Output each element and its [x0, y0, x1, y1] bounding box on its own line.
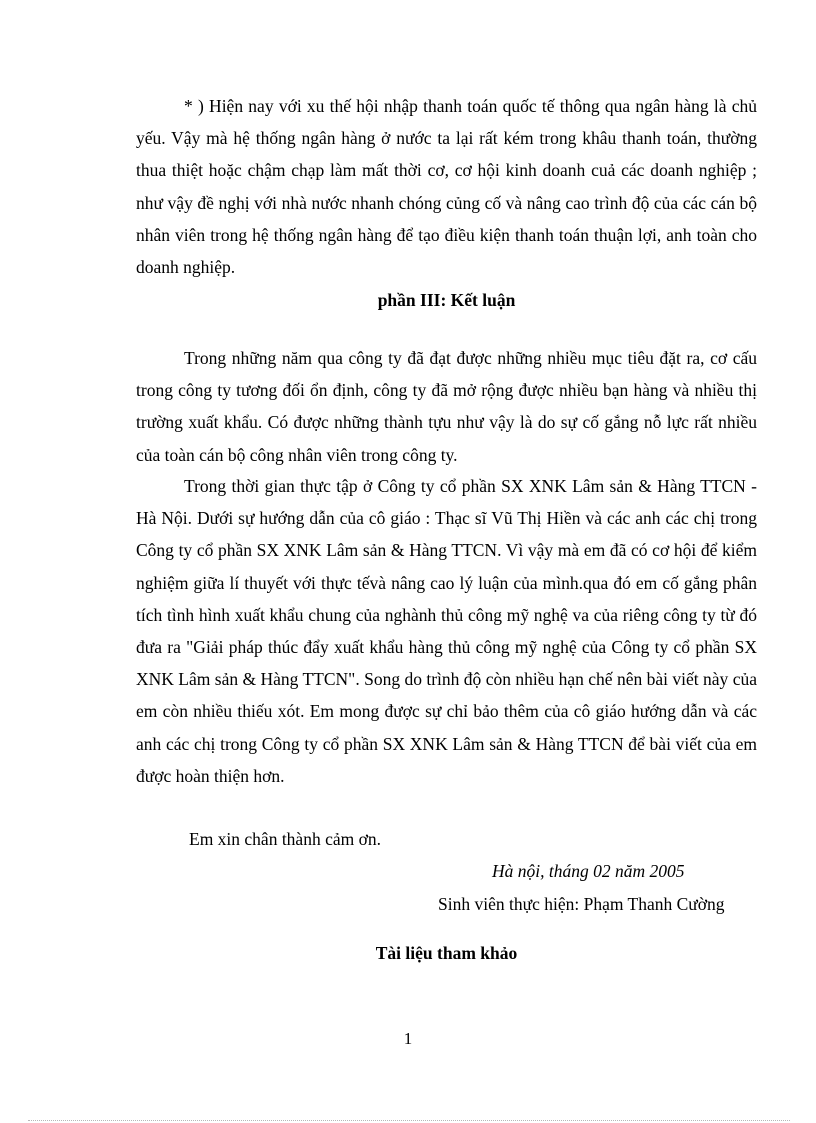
page-number: 1 — [403, 1029, 413, 1048]
paragraph-banking-recommendation: * ) Hiện nay với xu thế hội nhập thanh toán quốc tế thông qua ngân hàng là chủ yếu. Vậy mà hệ thống ngân hàng ở nước ta lại rất kém trong khâu thanh toán, thường thua thiệt hoặc chậm chạp làm mất thời cơ, cơ hội kinh doanh cuả các doanh nghiệp ; như vậy đề nghị với nhà nước nhanh chóng củng cố và nâng cao trình độ của các cán bộ nhân viên trong hệ thống ngân hàng để tạo điều kiện thanh toán thuận lợi, anh toàn cho doanh nghiệp. — [136, 96, 757, 278]
place-date: Hà nội, tháng 02 năm 2005 — [492, 861, 685, 881]
section-heading-conclusion: phần III: Kết luận — [377, 290, 516, 310]
paragraph-internship-summary: Trong thời gian thực tập ở Công ty cổ phần SX XNK Lâm sản & Hàng TTCN - Hà Nội. Dưới sự hướng dẫn của cô giáo : Thạc sĩ Vũ Thị Hiền và các anh các chị trong Công ty cổ phần SX XNK Lâm sản & Hàng TTCN. Vì vậy mà em đã có cơ hội để kiểm nghiệm giữa lí thuyết với thực tếvà nâng cao lý luận của mình.qua đó em cố gắng phân tích tình hình xuất khẩu chung của nghành thủ công mỹ nghệ va của riêng công ty từ đó đưa ra "Giải pháp thúc đẩy xuất khẩu hàng thủ công mỹ nghệ của Công ty cổ phần SX XNK Lâm sản & Hàng TTCN". Song do trình độ còn nhiều hạn chế nên bài viết này của em còn nhiều thiếu xót. Em mong được sự chỉ bảo thêm của cô giáo hướng dẫn và các anh các chị trong Công ty cổ phần SX XNK Lâm sản & Hàng TTCN để bài viết của em được hoàn thiện hơn. — [136, 476, 757, 786]
paragraph-company-achievements: Trong những năm qua công ty đã đạt được những nhiều mục tiêu đặt ra, cơ cấu trong công ty tương đối ổn định, công ty đã mở rộng được nhiều bạn hàng và nhiều thị trường xuất khẩu. Có được những thành tựu như vậy là do sự cố gắng nỗ lực rất nhiều của toàn cán bộ công nhân viên trong công ty. — [136, 348, 757, 465]
page-bottom-rule — [28, 1120, 790, 1121]
references-heading: Tài liệu tham khảo — [375, 943, 518, 963]
signature-line: Sinh viên thực hiện: Phạm Thanh Cường — [438, 894, 725, 914]
thanks-line: Em xin chân thành cảm ơn. — [189, 829, 381, 849]
